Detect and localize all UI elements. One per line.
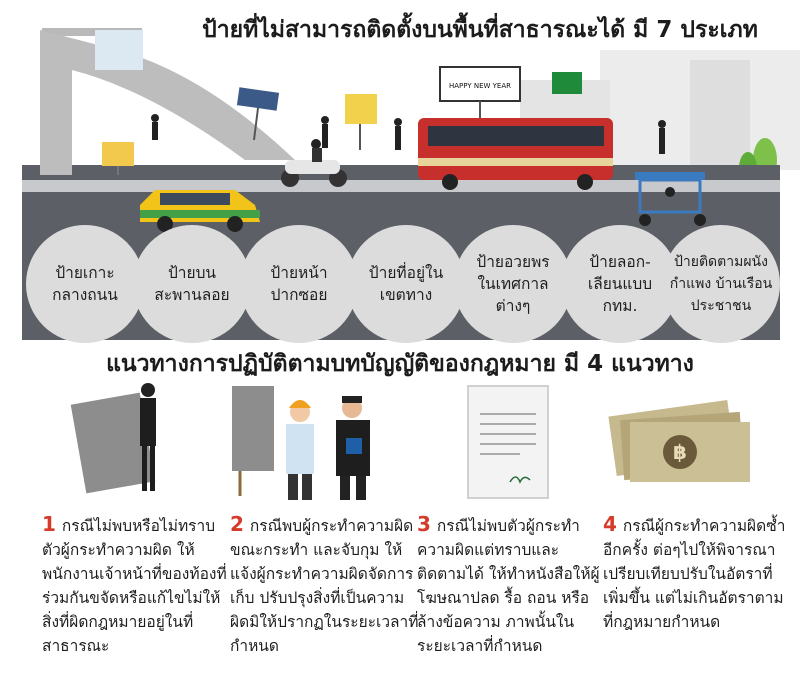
sign-type-bubble [133,225,251,343]
worker-and-officer-icon [232,386,370,500]
pedestrian [658,120,666,128]
guideline-text: กรณีไม่พบหรือไม่ทราบตัวผู้กระทำความผิด ให้พนักงานเจ้าหน้าที่ของท้องที่ร่วมกันขจัดหรือแก้ไขไม่ให้สิ่งที่ผิดกฎหมายอยู่ในที่สาธารณะ [42,517,227,655]
sign-type-bubble [240,225,358,343]
sign-type-label: ป้ายติดตามผนัง กำแพง บ้านเรือน ประชาชน [669,254,773,314]
guideline-number: 2 [230,512,244,536]
guideline-1 [42,512,232,658]
document-icon [468,386,548,498]
overpass-sign [102,142,134,166]
sign-type-bubble [26,225,144,343]
guideline-text: กรณีพบผู้กระทำความผิดขณะกระทำ และจับกุม ให้แจ้งผู้กระทำความผิดจัดการเก็บ ปรับปรุงสิ่งที่เป็นความผิดมิให้ปรากฏในระยะเวลาที่กำหนด [230,517,419,655]
sign-type-label: ป้ายเกาะ กลางถนน [52,264,118,304]
sign-type-label: ป้ายหน้า ปากซอย [270,264,328,304]
guideline-number: 1 [42,512,56,536]
street-sign [345,94,377,124]
pedestrian [321,116,329,124]
guideline-4 [603,512,793,634]
sign-type-label: ป้ายบน สะพานลอย [154,264,230,304]
pedestrian [394,118,402,126]
sign-type-label: ป้ายลอก- เลียนแบบ กทม. [587,253,653,315]
sign-type-label: ป้ายที่อยู่ใน เขตทาง [368,264,444,304]
billboard-text: HAPPY NEW YEAR [449,82,511,90]
sign-types-list [22,225,780,335]
pedestrian [151,114,159,122]
banknotes-icon [608,400,750,482]
street-sign [237,87,279,110]
guideline-text: กรณีไม่พบตัวผู้กระทำความผิดแต่ทราบและติดตามได้ ให้ทำหนังสือให้ผู้โฆษณาปลด รื้อ ถอน หรือล้างข้อความ ภาพนั้นในระยะเวลาที่กำหนด [417,517,600,655]
sign-type-bubble [662,225,780,343]
guideline-2 [230,512,420,658]
guideline-number: 4 [603,512,617,536]
page-title: ป้ายที่ไม่สามารถติดตั้งบนพื้นที่สาธารณะได้ มี 7 ประเภท [202,17,758,43]
sign-type-label: ป้ายอวยพร ในเทศกาล ต่างๆ [476,253,550,315]
sign-type-bubble [347,225,465,343]
guideline-3 [417,512,607,658]
sign-type-bubble [454,225,572,343]
guideline-number: 3 [417,512,431,536]
street-sign [552,72,582,94]
section-title: แนวทางการปฏิบัติตามบทบัญญัติของกฎหมาย มี 4 แนวทาง [106,351,694,377]
person-with-board-icon [71,383,156,493]
building [690,60,750,170]
case-illustrations [0,378,800,508]
guideline-text: กรณีผู้กระทำความผิดซ้ำอีกครั้ง ต่อๆไปให้พิจารณาเปรียบเทียบปรับในอัตราที่เพิ่มขึ้น แต่ไม่เกินอัตราตามที่กฎหมายกำหนด [603,517,786,631]
overpass-banner [95,30,143,70]
svg-text:฿: ฿ [673,440,687,464]
